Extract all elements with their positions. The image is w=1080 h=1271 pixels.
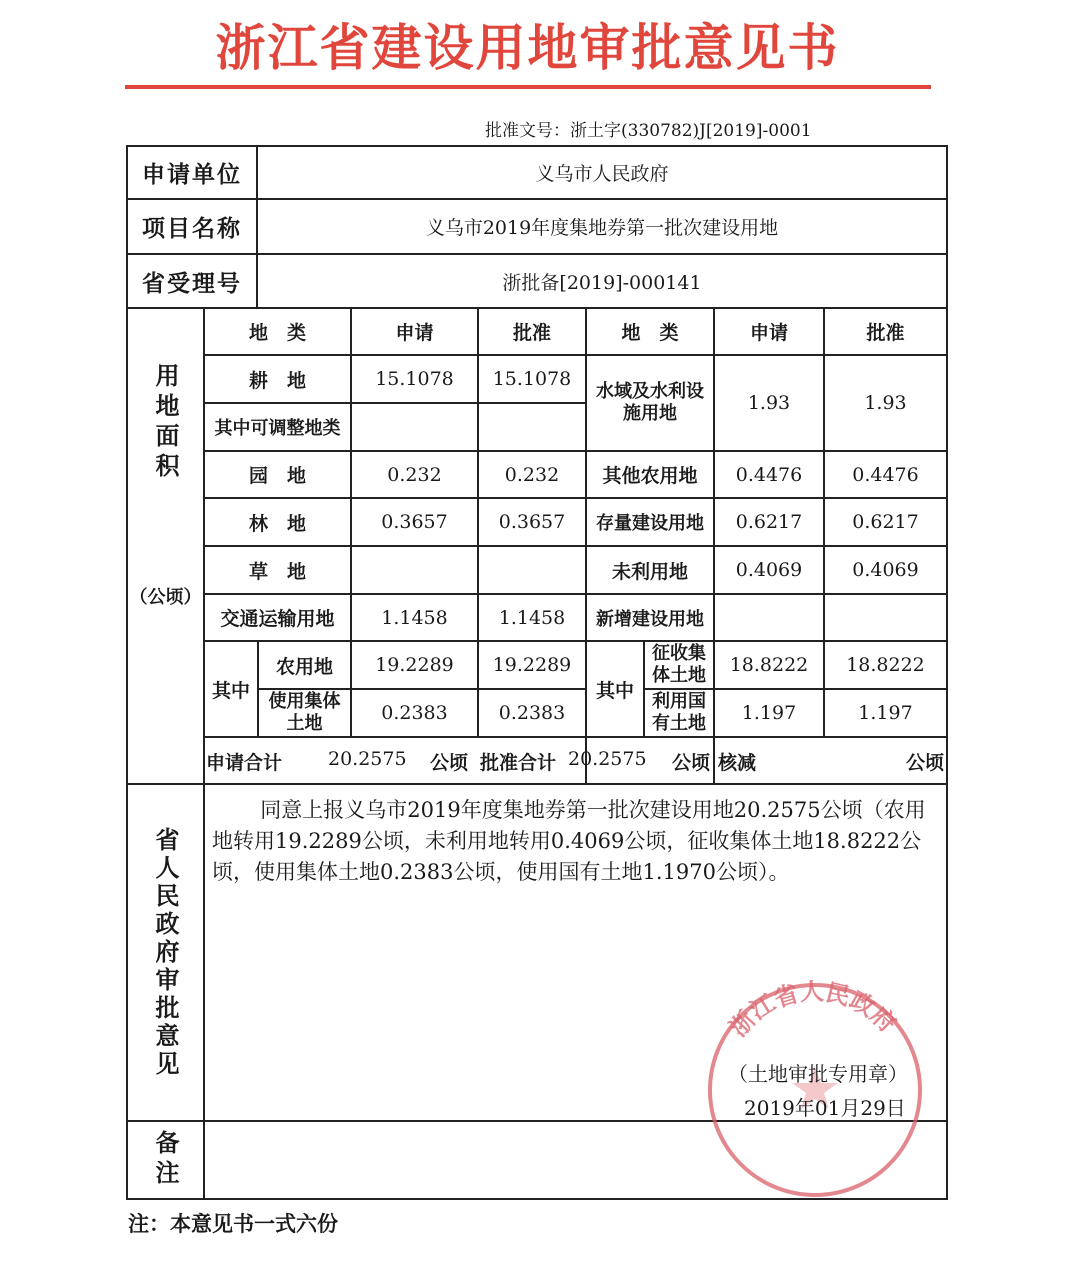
row-approve [477, 402, 587, 452]
seal-note: （土地审批专用章） [728, 1062, 908, 1086]
title-underline [125, 85, 931, 89]
approve-total-label: 批准合计 [480, 752, 557, 774]
row-apply: 1.197 [713, 688, 825, 738]
row-type: 园 地 [203, 450, 352, 499]
row-type: 水域及水利设施用地 [585, 354, 715, 452]
col-header-type-left: 地 类 [203, 307, 352, 356]
project-name-label: 项目名称 [126, 198, 258, 255]
row-apply [713, 593, 825, 642]
row-approve [823, 593, 948, 642]
row-apply: 0.3657 [350, 497, 479, 547]
row-apply: 0.6217 [713, 497, 825, 547]
col-header-approve-right: 批准 [823, 307, 948, 356]
reduce-unit: 公顷 [906, 752, 945, 774]
acceptance-no-label: 省受理号 [126, 253, 258, 309]
row-approve: 1.93 [823, 354, 948, 452]
apply-total-label: 申请合计 [206, 752, 283, 774]
opinion-label: 省人民政府审批意见 [151, 826, 179, 1079]
row-approve: 15.1078 [477, 354, 587, 404]
row-apply: 18.8222 [713, 640, 825, 690]
row-apply: 19.2289 [350, 640, 479, 690]
row-type: 存量建设用地 [585, 497, 715, 547]
row-approve: 0.232 [477, 450, 587, 499]
remarks-label-cell [126, 1120, 205, 1200]
area-label: 用地面积 [151, 363, 179, 483]
area-section-label [126, 307, 205, 785]
seal-text-path: 浙江省人民政府 [724, 977, 902, 1043]
row-approve: 0.3657 [477, 497, 587, 547]
project-name-value: 义乌市2019年度集地券第一批次建设用地 [256, 198, 948, 255]
approve-total-unit: 公顷 [672, 752, 711, 774]
row-apply: 0.2383 [350, 688, 479, 738]
approval-number: 批准文号：浙土字(330782)J[2019]-0001 [485, 121, 812, 141]
apply-total-value: 20.2575 [328, 748, 407, 770]
row-apply: 0.4069 [713, 545, 825, 595]
approval-date: 2019年01月29日 [744, 1096, 906, 1120]
document-title: 浙江省建设用地审批意见书 [215, 19, 840, 77]
row-type: 草 地 [203, 545, 352, 595]
col-header-type-right: 地 类 [585, 307, 715, 356]
row-approve: 0.4069 [823, 545, 948, 595]
row-apply: 0.232 [350, 450, 479, 499]
row-approve: 19.2289 [477, 640, 587, 690]
row-apply: 0.4476 [713, 450, 825, 499]
opinion-label-cell [126, 783, 205, 1122]
footnote: 注：本意见书一式六份 [128, 1212, 338, 1236]
col-header-apply-right: 申请 [713, 307, 825, 356]
row-type: 其他农用地 [585, 450, 715, 499]
reduce-label: 核减 [718, 752, 757, 774]
row-type: 征收集体土地 [643, 640, 715, 690]
row-apply: 1.93 [713, 354, 825, 452]
row-type: 林 地 [203, 497, 352, 547]
row-type: 使用集体土地 [257, 688, 352, 738]
acceptance-no-value: 浙批备[2019]-000141 [256, 253, 948, 309]
row-type: 新增建设用地 [585, 593, 715, 642]
row-approve: 1.197 [823, 688, 948, 738]
row-apply [350, 402, 479, 452]
row-approve: 18.8222 [823, 640, 948, 690]
remarks-label: 备注 [151, 1130, 179, 1190]
row-type: 耕 地 [203, 354, 352, 404]
row-apply: 1.1458 [350, 593, 479, 642]
seal-text [724, 978, 901, 1043]
row-approve: 0.2383 [477, 688, 587, 738]
approve-total-value: 20.2575 [568, 748, 647, 770]
left-sub-label: 其中 [203, 640, 259, 738]
row-approve: 0.6217 [823, 497, 948, 547]
official-seal [700, 975, 930, 1205]
row-type: 交通运输用地 [203, 593, 352, 642]
row-approve [477, 545, 587, 595]
row-type: 利用国有土地 [643, 688, 715, 738]
applicant-label: 申请单位 [126, 145, 258, 200]
row-approve: 1.1458 [477, 593, 587, 642]
col-header-apply-left: 申请 [350, 307, 479, 356]
row-type: 农用地 [257, 640, 352, 690]
row-approve: 0.4476 [823, 450, 948, 499]
col-header-approve-left: 批准 [477, 307, 587, 356]
right-sub-label: 其中 [585, 640, 645, 738]
row-apply [350, 545, 479, 595]
unit-label: （公顷） [129, 587, 202, 608]
applicant-value: 义乌市人民政府 [256, 145, 948, 200]
row-apply: 15.1078 [350, 354, 479, 404]
row-type: 其中可调整地类 [203, 402, 352, 452]
row-type: 未利用地 [585, 545, 715, 595]
apply-total-unit: 公顷 [430, 752, 469, 774]
opinion-text: 同意上报义乌市2019年度集地券第一批次建设用地20.2575公顷（农用地转用19.2289公顷，未利用地转用0.4069公顷，征收集体土地18.8222公顷，使用集体土地0.2383公顷，使用国有土地1.1970公顷）。 [212, 798, 926, 884]
